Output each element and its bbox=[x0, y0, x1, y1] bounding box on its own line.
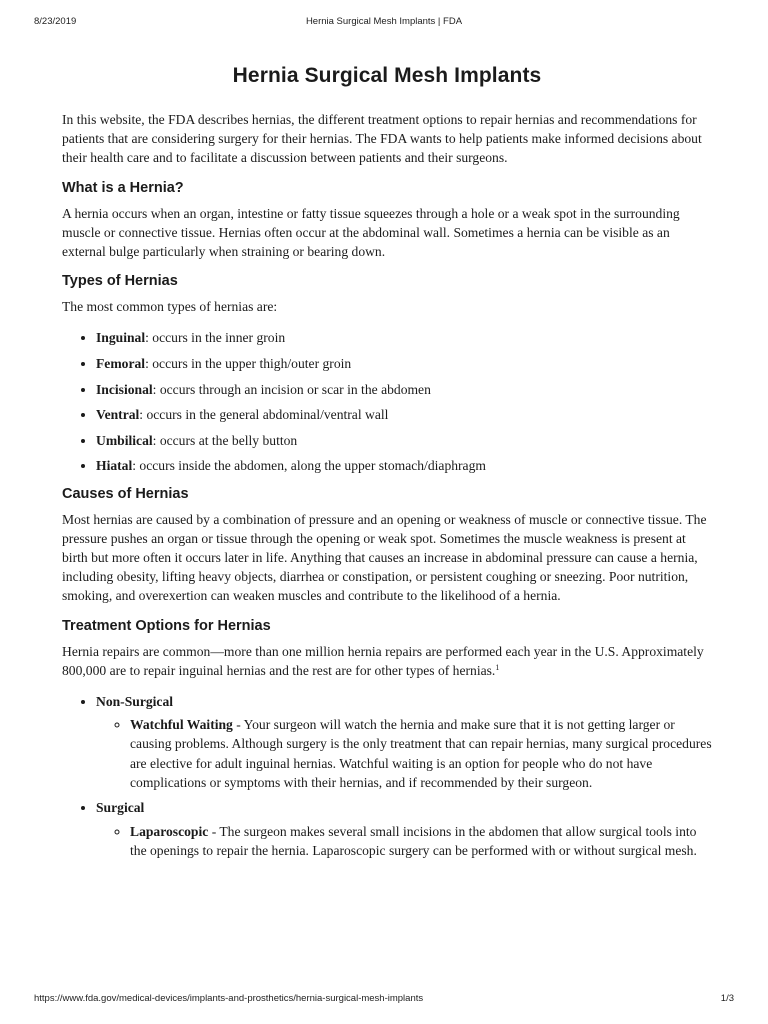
list-item-term: Ventral bbox=[96, 407, 140, 423]
causes-paragraph: Most hernias are caused by a combination of pressure and an opening or weakness of muscle or connective tissue. The pressure pushes an organ or tissue through the opening or weak spot. Sometimes the muscle weakness is present at birth but more often it occurs later in life. Anything that causes an increase in abdominal pressure can cause a hernia, including obesity, lifting heavy objects, diarrhea or constipation, or persistent coughing or sneezing. Poor nutrition, smoking, and overexertion can weaken muscles and contribute to the likelihood of a hernia. bbox=[62, 511, 707, 604]
types-intro: The most common types of hernias are: bbox=[62, 299, 278, 315]
list-item-desc: : occurs inside the abdomen, along the upper stomach/diaphragm bbox=[132, 458, 486, 474]
list-item-term: Watchful Waiting bbox=[130, 717, 233, 733]
list-item-laparoscopic bbox=[130, 822, 712, 860]
list-item-umbilical bbox=[96, 431, 712, 450]
print-page-title: Hernia Surgical Mesh Implants | FDA bbox=[305, 16, 463, 27]
print-footer bbox=[34, 993, 734, 1007]
print-page-number: 1/3 bbox=[720, 993, 734, 1004]
list-item-label: Non-Surgical bbox=[96, 694, 174, 710]
surgical-sublist bbox=[96, 822, 712, 860]
list-item-term: Inguinal bbox=[96, 330, 146, 346]
list-item-desc: - The surgeon makes several small incisions in the abdomen that allow surgical tools into the openings to repair the hernia. Laparoscopic surgery can be performed with or without surgical mesh. bbox=[130, 823, 697, 858]
list-item-hiatal bbox=[96, 456, 712, 475]
list-item-term: Femoral bbox=[96, 356, 146, 372]
types-heading: Types of Hernias bbox=[62, 273, 178, 290]
list-item-term: Hiatal bbox=[96, 458, 133, 474]
list-item-non-surgical bbox=[96, 692, 712, 792]
list-item-term: Incisional bbox=[96, 381, 153, 397]
list-item-inguinal bbox=[96, 328, 712, 347]
treatment-list bbox=[62, 692, 712, 860]
list-item-label: Surgical bbox=[96, 800, 145, 816]
what-is-paragraph: A hernia occurs when an organ, intestine or fatty tissue squeezes through a hole or a weak spot in the surrounding muscle or connective tissue. Hernias often occur at the abdominal wall. Sometimes a hernia can be visible as an external bulge particularly when straining or bearing down. bbox=[62, 205, 680, 260]
list-item-femoral bbox=[96, 354, 712, 373]
treatment-text: Hernia repairs are common—more than one million hernia repairs are performed each year in the U.S. Approximately 800,000 are to repair inguinal hernias and the rest are for other types of hernias. bbox=[62, 643, 704, 678]
what-is-heading: What is a Hernia? bbox=[62, 179, 184, 196]
list-item-term: Umbilical bbox=[96, 432, 153, 448]
print-date: 8/23/2019 bbox=[34, 16, 77, 27]
article bbox=[62, 64, 712, 870]
list-item-desc: : occurs in the general abdominal/ventral wall bbox=[139, 407, 389, 423]
print-header bbox=[34, 16, 734, 30]
causes-heading: Causes of Hernias bbox=[62, 485, 189, 502]
list-item-desc: : occurs through an incision or scar in the abdomen bbox=[152, 381, 431, 397]
treatment-paragraph bbox=[62, 642, 712, 680]
treatment-heading: Treatment Options for Hernias bbox=[62, 617, 271, 634]
footnote-ref[interactable]: 1 bbox=[495, 662, 500, 672]
print-url: https://www.fda.gov/medical-devices/implants-and-prosthetics/hernia-surgical-mesh-implants bbox=[34, 993, 424, 1004]
page-title: Hernia Surgical Mesh Implants bbox=[232, 64, 542, 87]
list-item-desc: : occurs in the inner groin bbox=[145, 330, 286, 346]
list-item-term: Laparoscopic bbox=[130, 823, 209, 839]
list-item-incisional bbox=[96, 380, 712, 399]
list-item-surgical bbox=[96, 798, 712, 860]
list-item-desc: : occurs in the upper thigh/outer groin bbox=[145, 356, 352, 372]
non-surgical-sublist bbox=[96, 715, 712, 792]
list-item-desc: - Your surgeon will watch the hernia and make sure that it is not getting larger or causing problems. Although surgery is the only treatment that can repair hernias, many surgical procedures are elective for adult inguinal hernias. Watchful waiting is an option for people who do not have complications or symptoms with their hernias, and if recommended by their surgeon. bbox=[130, 717, 712, 790]
list-item-desc: : occurs at the belly button bbox=[152, 432, 298, 448]
list-item-watchful-waiting bbox=[130, 715, 712, 792]
intro-paragraph: In this website, the FDA describes hernias, the different treatment options to repair hernias and recommendations for patients that are considering surgery for their hernias. The FDA wants to help patients make informed decisions about their health care and to facilitate a discussion between patients and their surgeons. bbox=[62, 112, 702, 166]
list-item-ventral bbox=[96, 405, 712, 424]
types-list bbox=[62, 328, 712, 475]
